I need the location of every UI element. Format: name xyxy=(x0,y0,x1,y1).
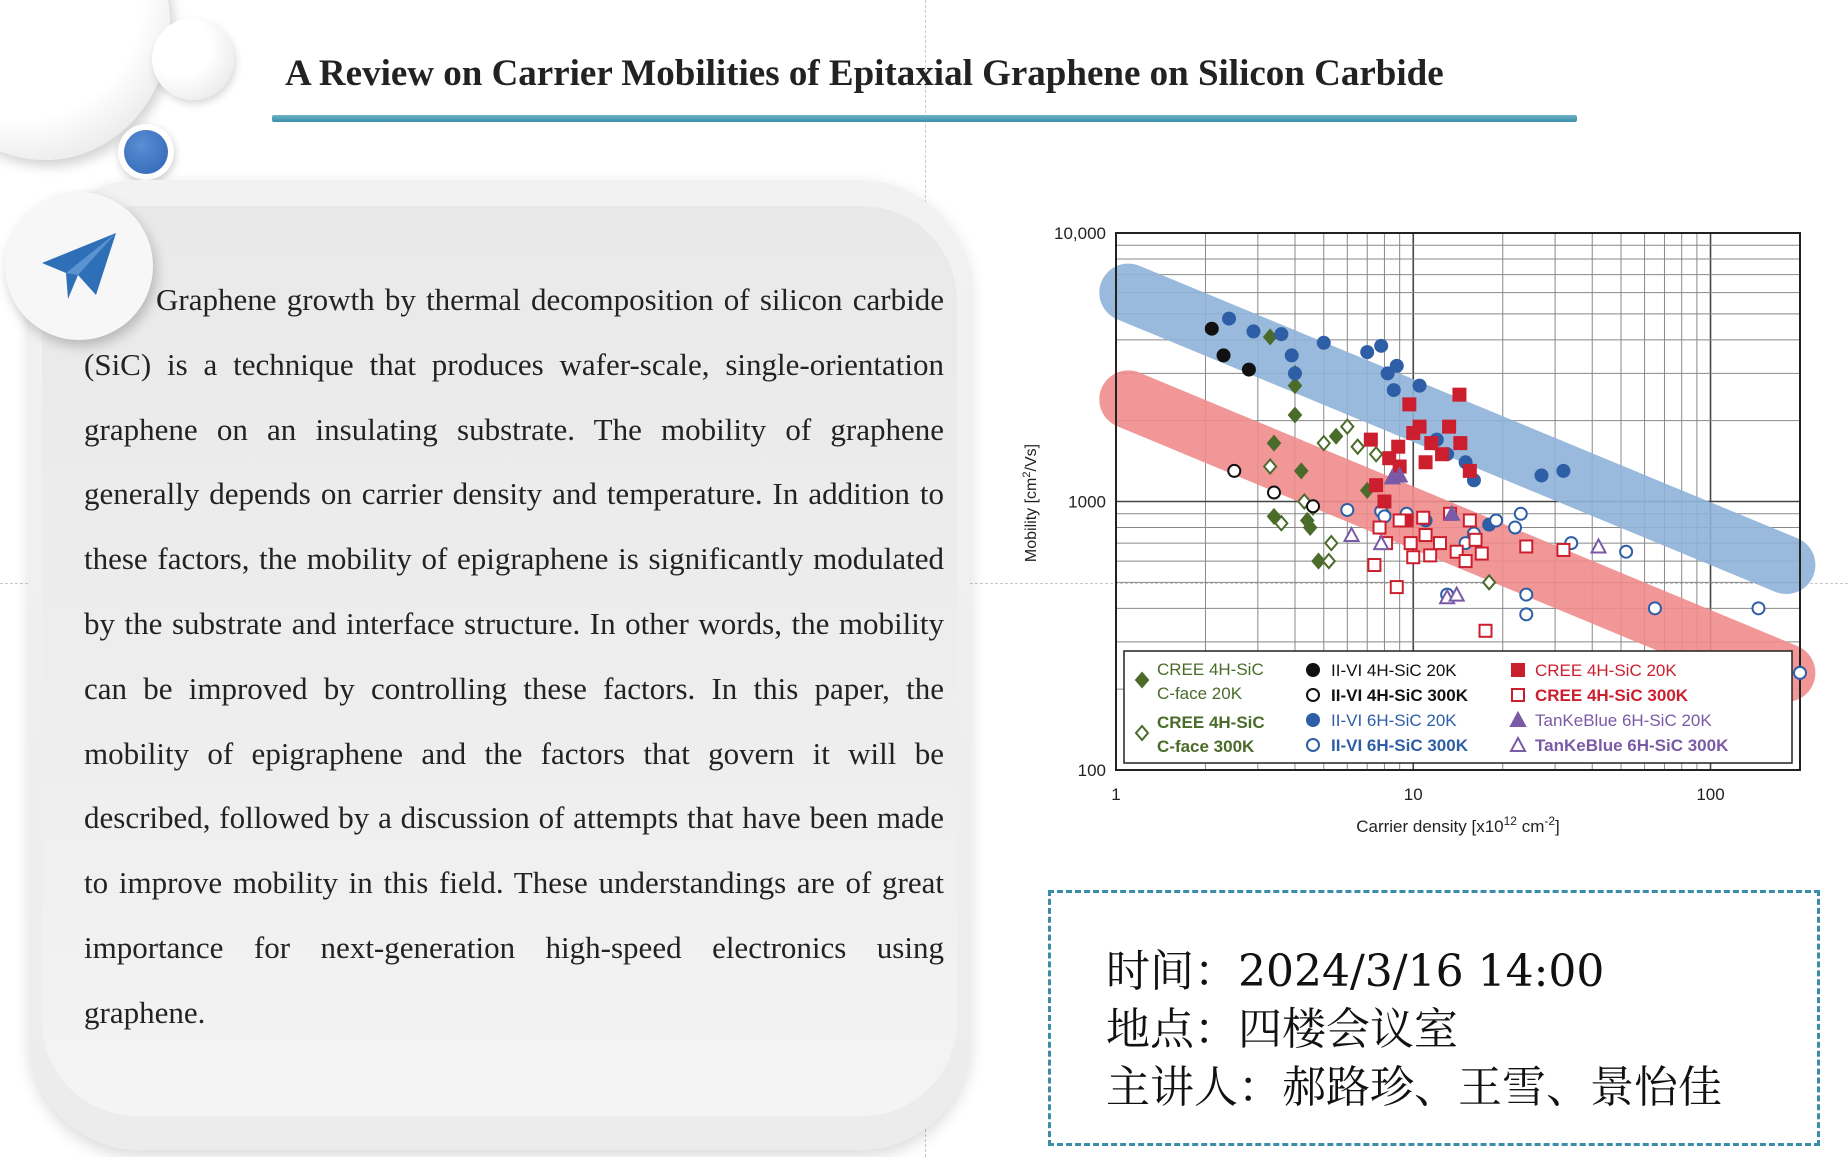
data-point xyxy=(1557,465,1569,477)
data-point xyxy=(1391,581,1403,593)
page-title: A Review on Carrier Mobilities of Epitaxial Graphene on Silicon Carbide xyxy=(285,53,1444,94)
data-point xyxy=(1414,380,1426,392)
data-point xyxy=(1443,421,1455,433)
data-point xyxy=(1307,500,1319,512)
data-point xyxy=(1391,360,1403,372)
data-point xyxy=(1388,384,1400,396)
legend-marker xyxy=(1512,689,1524,701)
data-point xyxy=(1289,367,1301,379)
data-point xyxy=(1490,514,1502,526)
chart-legend xyxy=(1124,651,1792,763)
data-point xyxy=(1330,429,1342,443)
data-point xyxy=(1436,448,1448,460)
data-point xyxy=(1420,456,1432,468)
legend-label: CREE 4H-SiC 20K xyxy=(1535,661,1677,680)
legend-label: TanKeBlue 6H-SiC 300K xyxy=(1535,736,1729,755)
data-point xyxy=(1460,555,1472,567)
data-point xyxy=(1378,496,1390,508)
data-point xyxy=(1375,340,1387,352)
data-point xyxy=(1341,504,1353,516)
legend-marker xyxy=(1307,739,1319,751)
data-point xyxy=(1341,420,1353,434)
abstract-text: Graphene growth by thermal decomposition of silicon carbide (SiC) is a technique that produces wafer-scale, single-orientation graphene on an insulating substrate. The mobility of graphene generally depends on carrier density and temperature. In addition to these factors, the mobility of epigraphene is significantly modulated by the substrate and interface structure. In other words, the mobility can be improved by controlling these factors. In this paper, the mobility of epigraphene and the factors that govern it will be described, followed by a discussion of attempts that have been made to improve mobility in this field. These understandings are of great importance for next-generation high-speed electronics using graphene. xyxy=(84,282,944,1030)
data-point xyxy=(1247,325,1259,337)
data-point xyxy=(1752,602,1764,614)
legend-label: CREE 4H-SiC xyxy=(1157,660,1264,679)
data-point xyxy=(1392,441,1404,453)
title-underline xyxy=(272,115,1577,122)
legend-label: CREE 4H-SiC xyxy=(1157,713,1265,732)
data-point xyxy=(1352,440,1364,454)
legend-marker xyxy=(1307,689,1319,701)
data-point xyxy=(1424,549,1436,561)
y-axis-label: Mobility $[cm^2/Vs]$ xyxy=(1021,443,1040,563)
data-point xyxy=(1470,534,1482,546)
data-point xyxy=(1318,337,1330,349)
legend-marker xyxy=(1307,714,1319,726)
data-point xyxy=(1592,539,1606,552)
data-point xyxy=(1434,537,1446,549)
data-point xyxy=(1620,546,1632,558)
seminar-time: 时间：2024/3/16 14:00 xyxy=(1106,946,1605,997)
data-point xyxy=(1454,437,1466,449)
legend-label: II-VI 6H-SiC 20K xyxy=(1331,711,1457,730)
data-point xyxy=(1535,469,1547,481)
data-point xyxy=(1268,487,1280,499)
data-point xyxy=(1464,465,1476,477)
seminar-place: 地点：四楼会议室 xyxy=(1106,1004,1458,1055)
legend-marker xyxy=(1512,664,1524,676)
legend-label: CREE 4H-SiC 300K xyxy=(1535,686,1689,705)
mobility-chart-svg xyxy=(1000,215,1830,850)
data-point xyxy=(1420,529,1432,541)
data-point xyxy=(1476,548,1488,560)
x-axis-label: Carrier density [$x10^{12}$ $cm^{-2}$] xyxy=(1356,814,1560,836)
legend-label: C-face 20K xyxy=(1157,684,1243,703)
data-point xyxy=(1223,313,1235,325)
x-tick-label: 100 xyxy=(1696,785,1725,804)
data-point xyxy=(1649,602,1661,614)
legend-label: II-VI 4H-SiC 300K xyxy=(1331,686,1468,705)
data-point xyxy=(1520,608,1532,620)
data-point xyxy=(1794,667,1806,679)
seminar-speakers: 主讲人：郝路珍、王雪、景怡佳 xyxy=(1106,1062,1722,1113)
legend-label: II-VI 4H-SiC 20K xyxy=(1331,661,1457,680)
data-point xyxy=(1374,522,1386,534)
data-point xyxy=(1370,447,1382,461)
data-point xyxy=(1480,625,1492,637)
data-point xyxy=(1345,528,1359,541)
data-point xyxy=(1325,536,1337,550)
data-point xyxy=(1414,421,1426,433)
y-tick-label: 10,000 xyxy=(1054,224,1106,243)
data-point xyxy=(1405,537,1417,549)
legend-label: TanKeBlue 6H-SiC 20K xyxy=(1535,711,1712,730)
decor-circle-blue xyxy=(118,124,174,180)
y-tick-label: 100 xyxy=(1077,761,1106,780)
data-point xyxy=(1453,389,1465,401)
data-point xyxy=(1275,328,1287,340)
data-point xyxy=(1407,551,1419,563)
data-point xyxy=(1228,465,1240,477)
data-point xyxy=(1370,479,1382,491)
data-point xyxy=(1206,323,1218,335)
legend-marker xyxy=(1307,664,1319,676)
data-point xyxy=(1323,554,1335,568)
data-point xyxy=(1515,508,1527,520)
data-point xyxy=(1520,540,1532,552)
data-point xyxy=(1417,512,1429,524)
data-point xyxy=(1243,364,1255,376)
data-point xyxy=(1464,514,1476,526)
data-point xyxy=(1403,398,1415,410)
data-point xyxy=(1368,559,1380,571)
legend-label: C-face 300K xyxy=(1157,737,1255,756)
seminar-info-box xyxy=(1048,890,1820,1146)
mobility-chart xyxy=(1000,215,1830,850)
decor-circle-small xyxy=(152,18,234,100)
data-point xyxy=(1365,434,1377,446)
x-tick-label: 10 xyxy=(1403,785,1423,804)
decor-blue-dot xyxy=(124,130,168,174)
y-tick-label: 1000 xyxy=(1068,492,1106,512)
data-point xyxy=(1361,346,1373,358)
x-tick-label: 1 xyxy=(1111,785,1121,804)
legend-label: II-VI 6H-SiC 300K xyxy=(1331,736,1468,755)
data-point xyxy=(1289,408,1301,422)
data-point xyxy=(1286,349,1298,361)
data-point xyxy=(1557,544,1569,556)
data-point xyxy=(1218,349,1230,361)
data-point xyxy=(1394,514,1406,526)
data-point xyxy=(1520,589,1532,601)
data-point xyxy=(1509,522,1521,534)
